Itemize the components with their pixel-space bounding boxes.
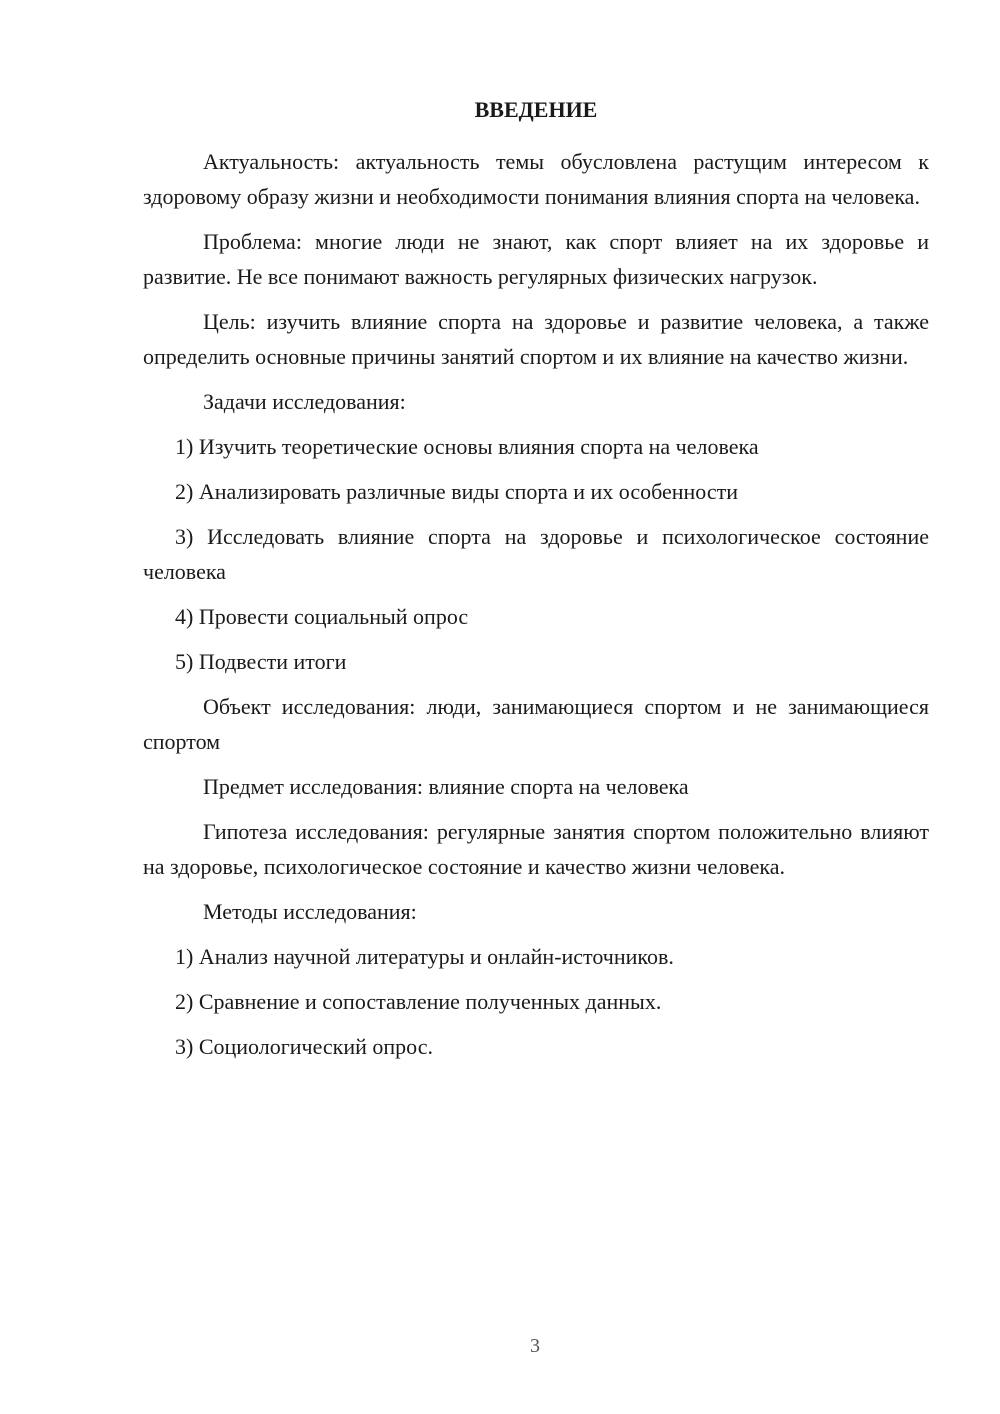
method-item: 2) Сравнение и сопоставление полученных данных.	[175, 989, 662, 1014]
object-paragraph: Объект исследования: люди, занимающиеся спортом и не занимающиеся спортом	[143, 694, 929, 754]
subject-paragraph: Предмет исследования: влияние спорта на человека	[203, 774, 689, 799]
task-item: 3) Исследовать влияние спорта на здоровье и психологическое состояние человека	[143, 524, 929, 584]
method-item: 1) Анализ научной литературы и онлайн-источников.	[175, 944, 674, 969]
hypothesis-paragraph: Гипотеза исследования: регулярные занятия спортом положительно влияют на здоровье, психологическое состояние и качество жизни человека.	[143, 819, 929, 879]
page-number: 3	[530, 1335, 540, 1357]
task-item: 4) Провести социальный опрос	[175, 604, 469, 629]
task-item: 5) Подвести итоги	[175, 649, 347, 674]
task-item: 1) Изучить теоретические основы влияния спорта на человека	[175, 434, 759, 459]
problem-paragraph: Проблема: многие люди не знают, как спорт влияет на их здоровье и развитие. Не все понимают важность регулярных физических нагрузок.	[143, 229, 929, 289]
task-item: 2) Анализировать различные виды спорта и их особенности	[175, 479, 738, 504]
tasks-heading: Задачи исследования:	[203, 389, 406, 414]
document-body	[143, 94, 929, 1074]
goal-paragraph: Цель: изучить влияние спорта на здоровье и развитие человека, а также определить основные причины занятий спортом и их влияние на качество жизни.	[143, 309, 929, 369]
section-title: ВВЕДЕНИЕ	[474, 97, 598, 122]
methods-heading: Методы исследования:	[203, 899, 417, 924]
relevance-paragraph: Актуальность: актуальность темы обусловлена растущим интересом к здоровому образу жизни и необходимости понимания влияния спорта на человека.	[143, 149, 929, 209]
method-item: 3) Социологический опрос.	[175, 1034, 433, 1059]
